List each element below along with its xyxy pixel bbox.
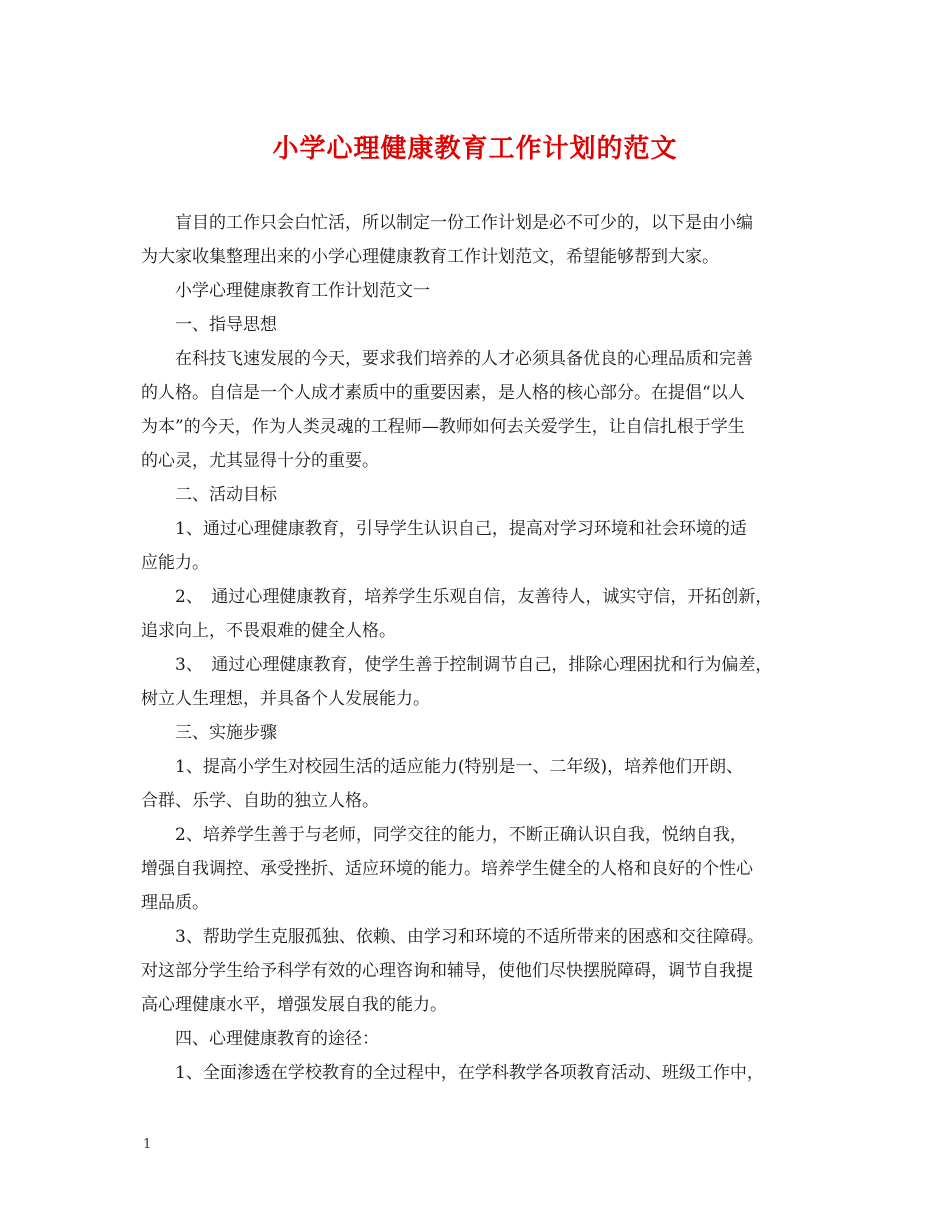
paragraph — [141, 512, 811, 580]
paragraph-line: 高心理健康水平，增强发展自我的能力。 — [141, 995, 447, 1015]
paragraph — [141, 274, 811, 308]
paragraph-line: 增强自我调控、承受挫折、适应环境的能力。培养学生健全的人格和良好的个性心 — [141, 859, 753, 879]
paragraph-line: 盲目的工作只会白忙活，所以制定一份工作计划是必不可少的，以下是由小编 — [175, 213, 753, 233]
paragraph-line: 2、 通过心理健康教育，培养学生乐观自信，友善待人，诚实守信，开拓创新， — [175, 587, 773, 607]
paragraph — [141, 920, 811, 1022]
paragraph-line: 1、通过心理健康教育，引导学生认识自己，提高对学习环境和社会环境的适 — [175, 519, 747, 539]
paragraph-line: 在科技飞速发展的今天，要求我们培养的人才必须具备优良的心理品质和完善 — [175, 349, 753, 369]
paragraph-line: 二、活动目标 — [175, 485, 277, 505]
paragraph-line: 追求向上，不畏艰难的健全人格。 — [141, 621, 396, 641]
paragraph-line: 树立人生理想，并具备个人发展能力。 — [141, 689, 430, 709]
paragraph-line: 的心灵，尤其显得十分的重要。 — [141, 451, 379, 471]
paragraph — [141, 1022, 811, 1056]
paragraph-line: 对这部分学生给予科学有效的心理咨询和辅导，使他们尽快摆脱障碍，调节自我提 — [141, 961, 753, 981]
paragraph — [141, 478, 811, 512]
paragraph-line: 理品质。 — [141, 893, 209, 913]
paragraph — [141, 716, 811, 750]
paragraph — [141, 1056, 811, 1090]
paragraph-line: 小学心理健康教育工作计划范文一 — [175, 281, 430, 301]
paragraph — [141, 342, 811, 478]
paragraph-line: 四、心理健康教育的途径： — [175, 1029, 379, 1049]
paragraph-line: 三、实施步骤 — [175, 723, 277, 743]
paragraph-line: 1、提高小学生对校园生活的适应能力(特别是一、二年级)，培养他们开朗、 — [175, 757, 744, 777]
paragraph — [141, 750, 811, 818]
document-title: 小学心理健康教育工作计划的范文 — [272, 134, 678, 164]
paragraph-line: 3、帮助学生克服孤独、依赖、由学习和环境的不适所带来的困惑和交往障碍。 — [175, 927, 764, 947]
paragraph — [141, 206, 811, 274]
paragraph-line: 应能力。 — [141, 553, 209, 573]
paragraph-line: 一、指导思想 — [175, 315, 277, 335]
page-number: 1 — [143, 1137, 152, 1152]
paragraph-line: 合群、乐学、自助的独立人格。 — [141, 791, 379, 811]
paragraph-line: 1、全面渗透在学校教育的全过程中，在学科教学各项教育活动、班级工作中， — [175, 1063, 764, 1083]
paragraph — [141, 818, 811, 920]
paragraph — [141, 580, 811, 648]
paragraph — [141, 648, 811, 716]
document-body — [141, 206, 811, 1090]
paragraph-line: 3、 通过心理健康教育，使学生善于控制调节自己，排除心理困扰和行为偏差， — [175, 655, 773, 675]
paragraph-line: 的人格。自信是一个人成才素质中的重要因素，是人格的核心部分。在提倡“以人 — [141, 383, 745, 403]
paragraph — [141, 308, 811, 342]
paragraph-line: 为本”的今天，作为人类灵魂的工程师—教师如何去关爱学生，让自信扎根于学生 — [141, 417, 745, 437]
paragraph-line: 2、培养学生善于与老师，同学交往的能力，不断正确认识自我，悦纳自我， — [175, 825, 747, 845]
paragraph-line: 为大家收集整理出来的小学心理健康教育工作计划范文，希望能够帮到大家。 — [141, 247, 719, 267]
